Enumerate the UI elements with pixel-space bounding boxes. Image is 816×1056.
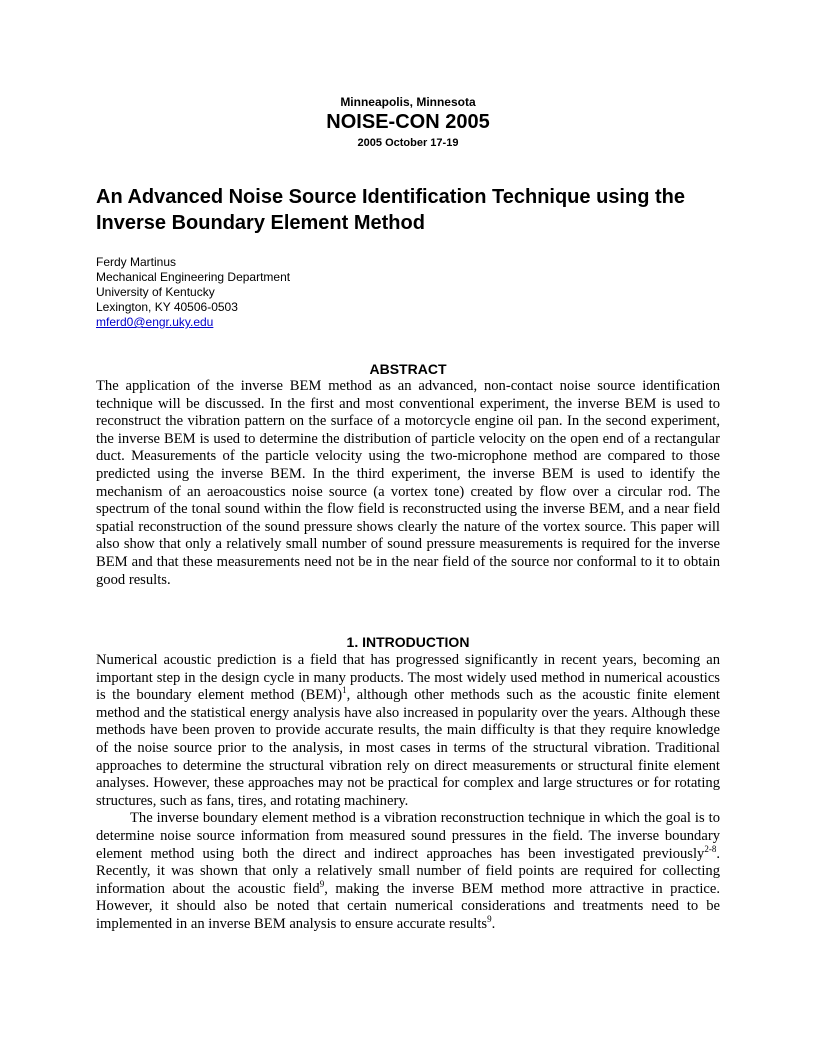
introduction-heading: 1. INTRODUCTION xyxy=(346,634,470,650)
author-email-link[interactable]: mferd0@engr.uky.edu xyxy=(96,315,214,329)
abstract-heading: ABSTRACT xyxy=(369,361,447,377)
intro-paragraph-2: The inverse boundary element method is a vibration reconstruction technique in which the goal is to determine noise source information from measured sound pressures in the field. The inverse boundary element method using both the direct and indirect approaches has been investigated previously$^{2-8}$. Recently, it was shown that only a relatively small number of field points are required for collecting information about the acoustic field$^9$, making the inverse BEM method more attractive in practice. However, it should also be noted that certain numerical considerations and treatments need to be implemented in an inverse BEM analysis to ensure accurate results$^9$. xyxy=(96,810,720,932)
citation-ref: 2-8 xyxy=(704,843,717,854)
author-department: Mechanical Engineering Department xyxy=(96,270,291,284)
author-university: University of Kentucky xyxy=(96,285,215,299)
conference-name: NOISE-CON 2005 xyxy=(326,111,490,133)
abstract-body xyxy=(96,378,720,589)
abstract-text: The application of the inverse BEM method as an advanced, non-contact noise source identification technique will be discussed. In the first and most conventional experiment, the inverse BEM is used to reconstruct the vibration pattern on the surface of a motorcycle engine oil pan. In the second experiment, the inverse BEM is used to determine the distribution of particle velocity on the open end of a rectangular duct. Measurements of the particle velocity using the two-microphone method are compared to those predicted using the inverse BEM. In the third experiment, the inverse BEM is used to identify the mechanism of an aeroacoustics noise source (a vortex tone) created by flow over a circular rod. The spectrum of the tonal sound within the flow field is reconstructed using the inverse BEM, and a near field spatial reconstruction of the sound pressure shows clearly the nature of the vortex source. This paper will also show that only a relatively small number of sound pressure measurements is required for the inverse BEM and that these measurements need not be in the near field of the source nor conformal to it to obtain good results. xyxy=(96,378,720,588)
author-block xyxy=(96,255,290,330)
author-name: Ferdy Martinus xyxy=(96,255,177,269)
conference-dates: 2005 October 17-19 xyxy=(357,137,459,149)
author-address: Lexington, KY 40506-0503 xyxy=(96,300,238,314)
citation-ref: 9 xyxy=(319,878,325,889)
citation-ref: 1 xyxy=(342,685,347,696)
paper-title: An Advanced Noise Source Identification Technique using the Inverse Boundary Element Method xyxy=(96,186,685,234)
introduction-body xyxy=(96,652,720,934)
intro-paragraph-1: Numerical acoustic prediction is a field that has progressed significantly in recent years, becoming an important step in the design cycle in many products. The most widely used method in numerical acoustics is the boundary element method (BEM)$^1$, although other methods such as the acoustic finite element method and the statistical energy analysis have also increased in popularity over the years. Although these methods have been proven to provide accurate results, the main difficulty is that they require knowledge of the noise source prior to the analysis, in most cases in terms of the structural vibration. Traditional approaches to determine the structural vibration rely on direct measurements or structural finite element analyses. However, these approaches may not be practical for complex and large structures or for rotating structures, such as fans, tires, and rotating machinery. xyxy=(96,652,720,809)
citation-ref: 9 xyxy=(487,914,492,925)
conference-location: Minneapolis, Minnesota xyxy=(340,95,476,109)
